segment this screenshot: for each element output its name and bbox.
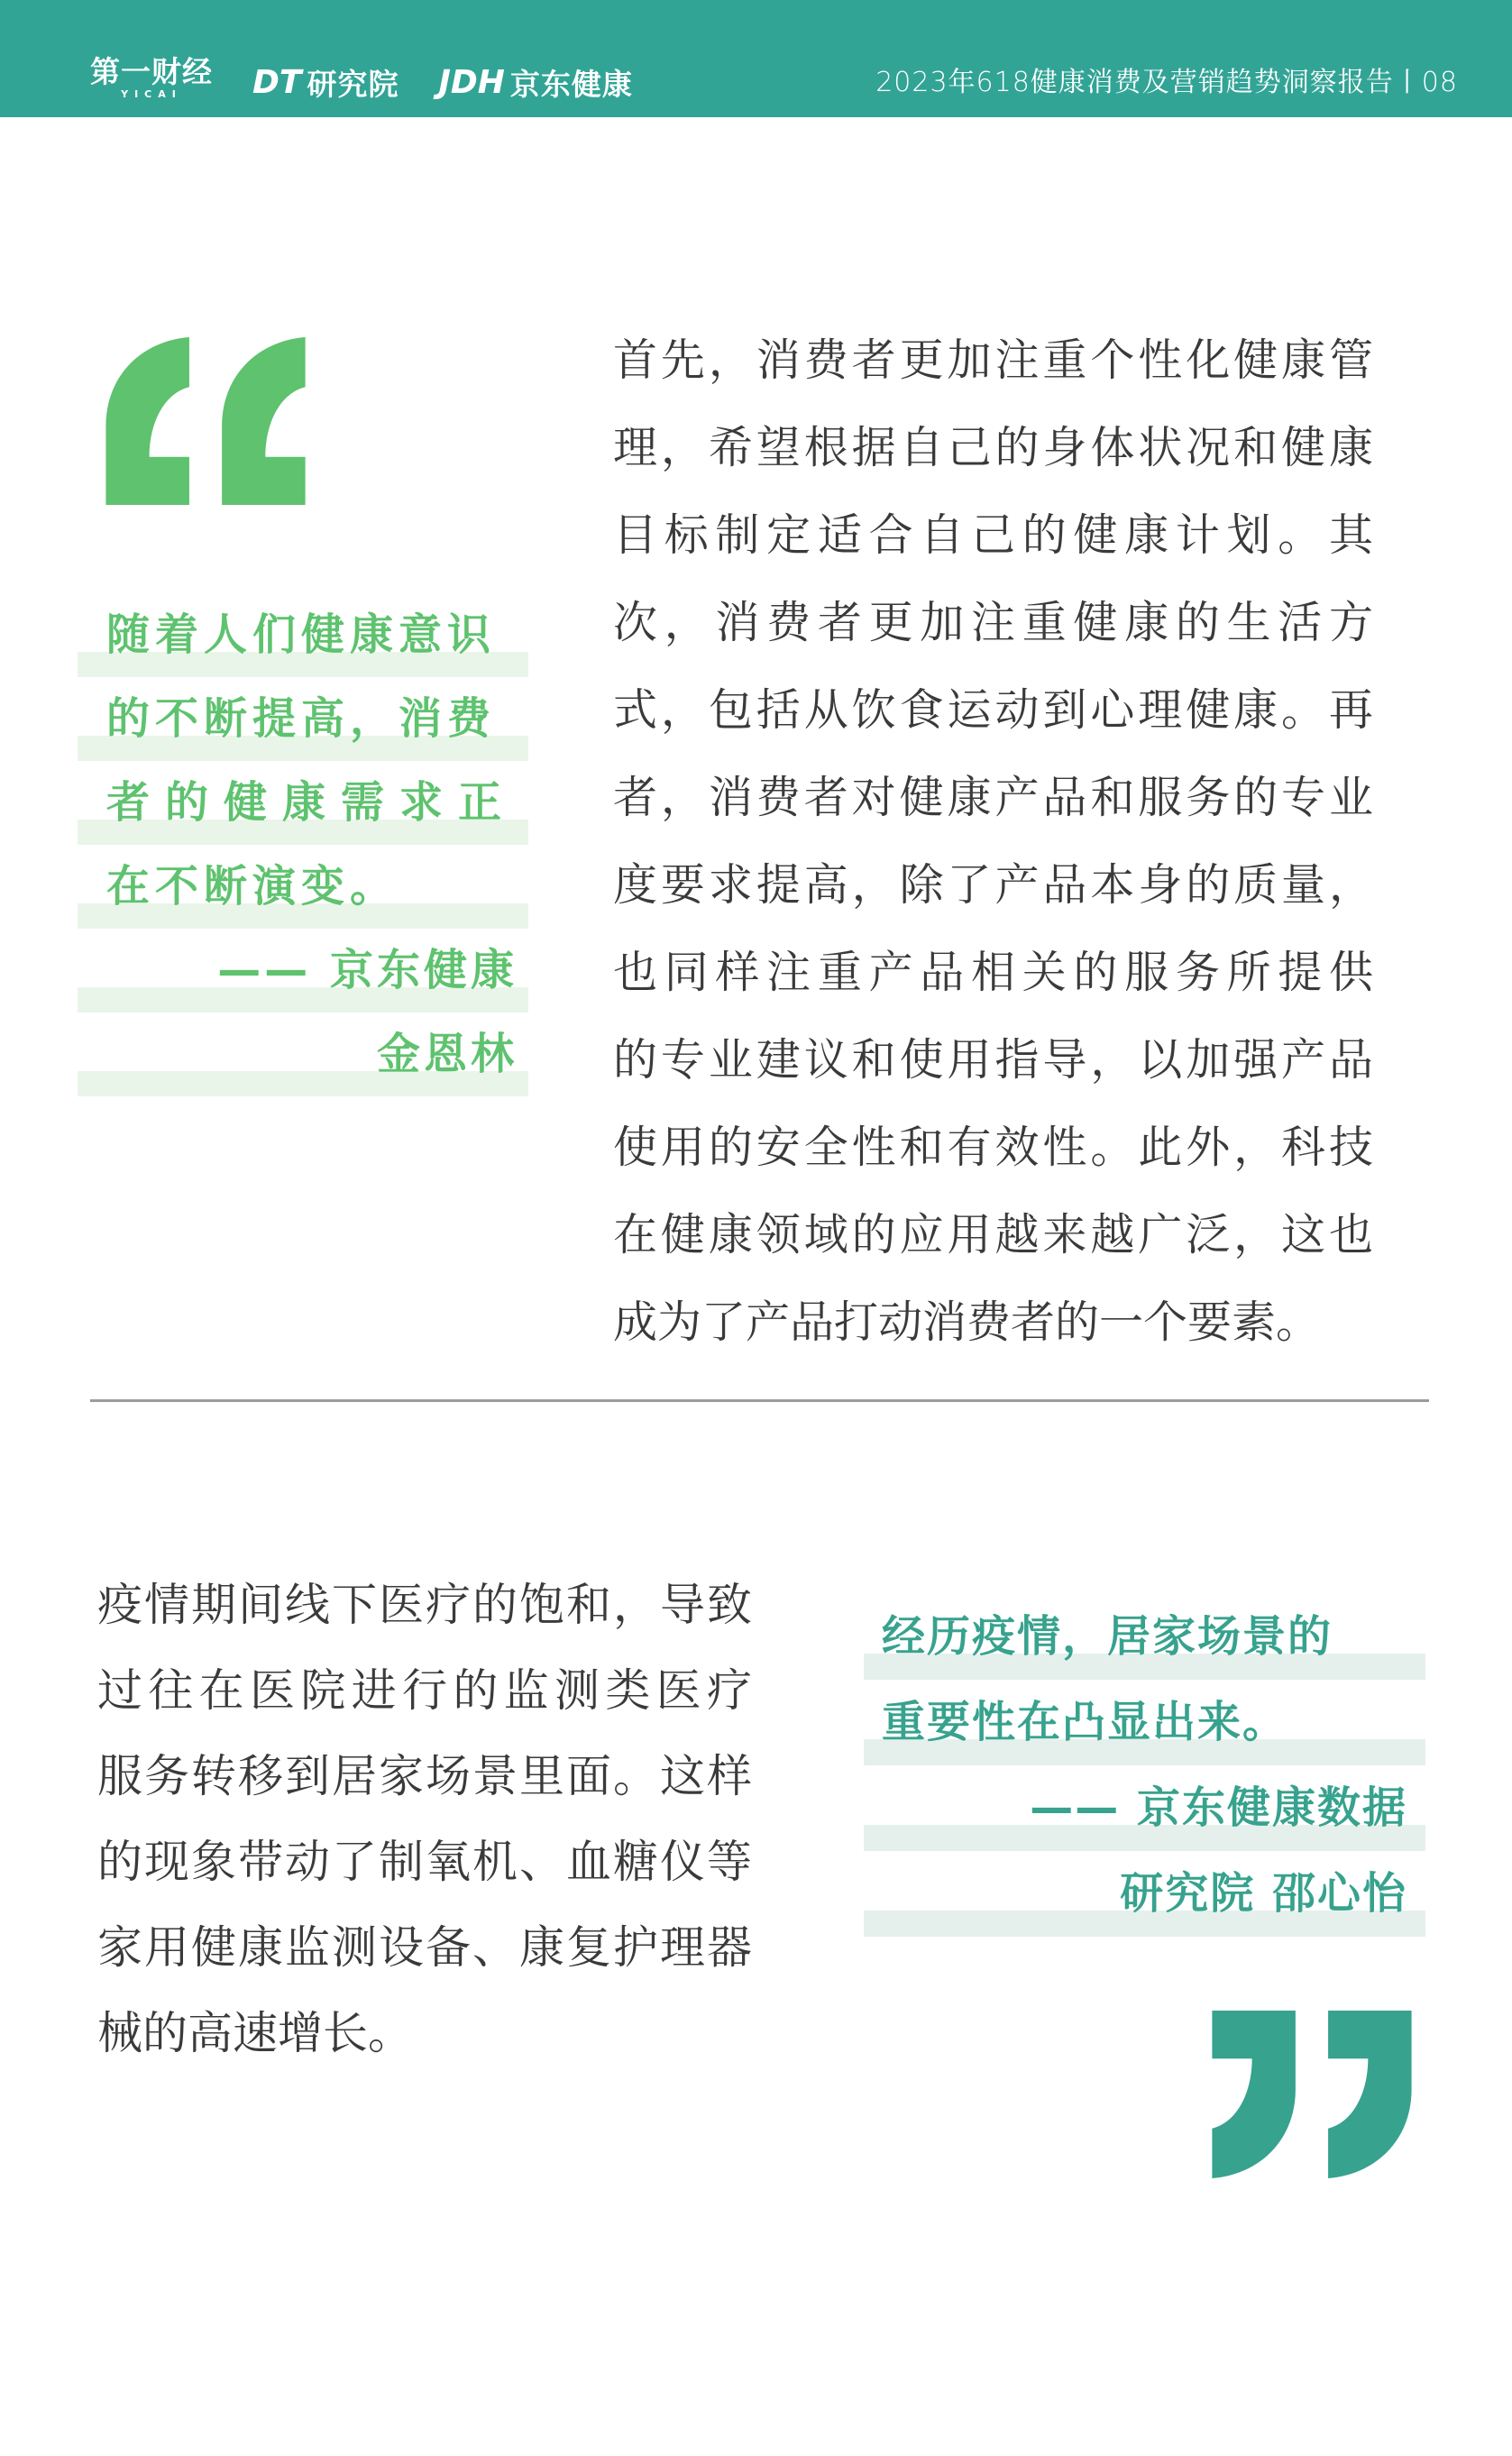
paragraph-line: 首先，消费者更加注重个性化健康管 bbox=[613, 334, 1373, 386]
paragraph-line: 也同样注重产品相关的服务所提供 bbox=[613, 947, 1373, 998]
paragraph-line: 家用健康监测设备、康复护理器 bbox=[97, 1921, 752, 1974]
closing-quote-icon bbox=[1208, 2011, 1423, 2178]
body-paragraph-bottom-left bbox=[97, 1562, 752, 2076]
quote-left-attribution bbox=[106, 929, 518, 1096]
paragraph-line: 在健康领域的应用越来越广泛，这也 bbox=[613, 1209, 1373, 1260]
paragraph-line: 服务转移到居家场景里面。这样 bbox=[97, 1750, 752, 1802]
paragraph-line: 度要求提高，除了产品本身的质量， bbox=[613, 859, 1373, 911]
quote-attribution-line: 金恩林 bbox=[376, 1029, 518, 1079]
paragraph-line: 械的高速增长。 bbox=[97, 2007, 413, 2059]
paragraph-line: 目标制定适合自己的健康计划。其 bbox=[613, 509, 1373, 561]
quote-right-block bbox=[864, 1594, 1425, 1937]
paragraph-line: 的专业建议和使用指导，以加强产品 bbox=[613, 1034, 1373, 1086]
dt-logo-cn: 研究院 bbox=[307, 67, 399, 102]
dt-logo-latin: DT bbox=[252, 64, 302, 101]
paragraph-line: 过往在医院进行的监测类医疗 bbox=[97, 1664, 752, 1717]
jdh-logo-cn: 京东健康 bbox=[509, 67, 633, 102]
quote-line: 在不断演变。 bbox=[106, 861, 399, 912]
yicai-logo-text: 第一财经 bbox=[90, 54, 213, 89]
yicai-logo-subtext: YICAI bbox=[121, 88, 182, 100]
quote-left-lines bbox=[106, 593, 518, 929]
quote-right-lines bbox=[882, 1594, 1407, 1765]
paragraph-line: 式，包括从饮食运动到心理健康。再 bbox=[613, 684, 1373, 736]
quote-attribution-line: 研究院 邵心怡 bbox=[1120, 1868, 1407, 1919]
section-divider bbox=[90, 1399, 1429, 1402]
logo-row bbox=[90, 54, 633, 102]
paragraph-line: 疫情期间线下医疗的饱和，导致 bbox=[97, 1579, 752, 1631]
header-bar bbox=[0, 0, 1512, 117]
body-paragraph-right bbox=[613, 316, 1373, 1366]
quote-line: 者的健康需求正 bbox=[106, 777, 518, 828]
page-title: 2023年618健康消费及营销趋势洞察报告丨08 bbox=[875, 67, 1458, 98]
paragraph-line: 理，希望根据自己的身体状况和健康 bbox=[613, 422, 1373, 473]
dt-research-logo bbox=[252, 64, 399, 102]
quote-line: 经历疫情，居家场景的 bbox=[882, 1611, 1333, 1662]
paragraph-line: 的现象带动了制氧机、血糖仪等 bbox=[97, 1836, 752, 1888]
quote-line: 重要性在凸显出来。 bbox=[882, 1697, 1288, 1747]
quote-line: 随着人们健康意识 bbox=[106, 609, 497, 660]
quote-attribution-line: —— 京东健康数据 bbox=[1030, 1782, 1407, 1833]
jdh-logo bbox=[438, 64, 633, 102]
paragraph-line: 者，消费者对健康产品和服务的专业 bbox=[613, 772, 1373, 823]
paragraph-line: 使用的安全性和有效性。此外，科技 bbox=[613, 1122, 1373, 1173]
paragraph-line: 次，消费者更加注重健康的生活方 bbox=[613, 597, 1373, 648]
yicai-logo bbox=[90, 54, 213, 100]
paragraph-line: 成为了产品打动消费者的一个要素。 bbox=[613, 1297, 1321, 1348]
opening-quote-icon bbox=[95, 337, 309, 505]
quote-right-attribution bbox=[882, 1765, 1407, 1937]
jdh-logo-latin: JDH bbox=[438, 64, 505, 101]
quote-attribution-line: —— 京东健康 bbox=[217, 945, 518, 995]
quote-left-block bbox=[78, 593, 528, 1096]
quote-line: 的不断提高，消费 bbox=[106, 693, 497, 744]
